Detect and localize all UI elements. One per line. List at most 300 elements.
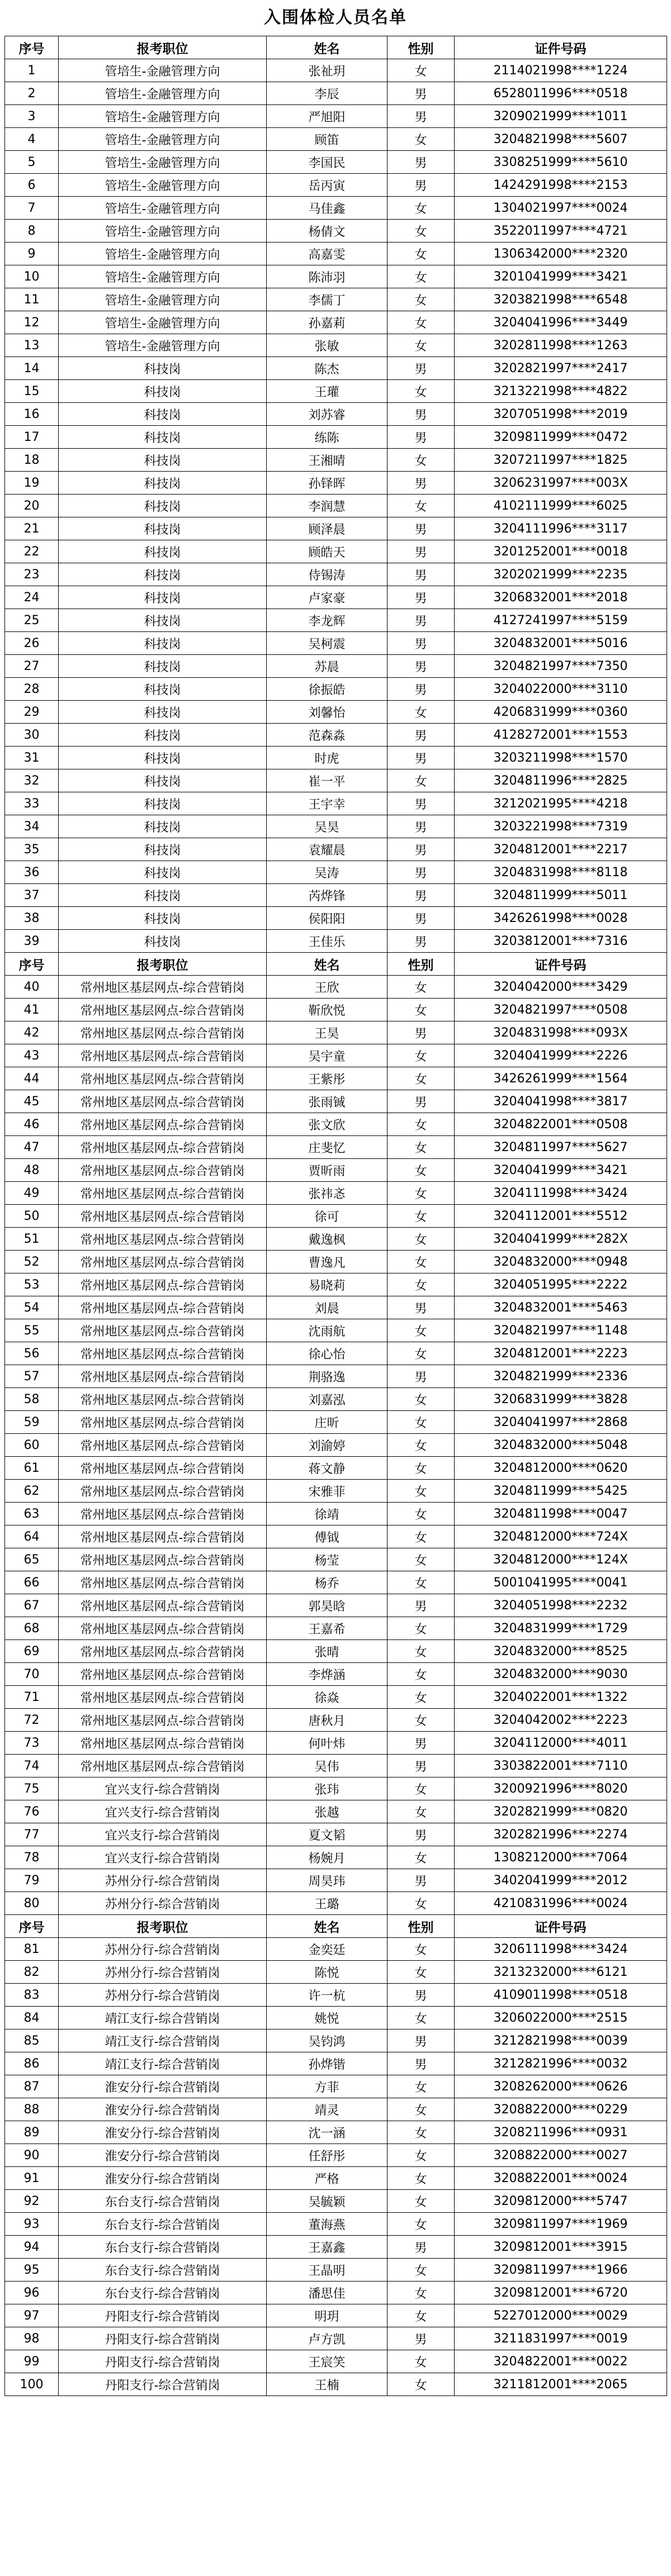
table-row (5, 151, 667, 174)
table-row (5, 1021, 667, 1044)
cell-gender: 男 (388, 1365, 455, 1388)
cell-position: 科技岗 (59, 563, 267, 586)
cell-name: 马佳鑫 (267, 197, 388, 220)
cell-id-number: 3204112001****5512 (455, 1205, 667, 1228)
cell-gender: 女 (388, 1319, 455, 1342)
cell-id-number: 3204111998****3424 (455, 1182, 667, 1205)
cell-name: 陈沛羽 (267, 265, 388, 288)
cell-id-number: 3204832000****8525 (455, 1640, 667, 1663)
cell-id-number: 3308251999****5610 (455, 151, 667, 174)
cell-gender: 女 (388, 1617, 455, 1640)
cell-position: 常州地区基层网点-综合营销岗 (59, 1296, 267, 1319)
table-row (5, 884, 667, 907)
table-row (5, 1938, 667, 1961)
table-row (5, 586, 667, 609)
cell-position: 科技岗 (59, 678, 267, 701)
table-row (5, 426, 667, 449)
cell-name: 徐靖 (267, 1503, 388, 1525)
cell-gender: 女 (388, 1113, 455, 1136)
cell-name: 练陈 (267, 426, 388, 449)
cell-id-number: 3204022001****1322 (455, 1686, 667, 1709)
cell-name: 张敏 (267, 334, 388, 357)
cell-seq: 22 (5, 540, 59, 563)
cell-gender: 男 (388, 632, 455, 655)
cell-gender: 女 (388, 1411, 455, 1434)
cell-gender: 女 (388, 769, 455, 792)
cell-id-number: 3212821998****0039 (455, 2030, 667, 2052)
table-row (5, 1090, 667, 1113)
cell-gender: 女 (388, 1548, 455, 1571)
table-row (5, 1571, 667, 1594)
cell-seq: 12 (5, 311, 59, 334)
table-row (5, 838, 667, 861)
cell-id-number: 3206022000****2515 (455, 2007, 667, 2030)
cell-gender: 女 (388, 1457, 455, 1480)
cell-gender: 女 (388, 1044, 455, 1067)
cell-name: 沈雨航 (267, 1319, 388, 1342)
table-row (5, 1044, 667, 1067)
cell-position: 常州地区基层网点-综合营销岗 (59, 1617, 267, 1640)
cell-seq: 82 (5, 1961, 59, 1984)
cell-name: 潘思佳 (267, 2282, 388, 2304)
cell-id-number: 1308212000****7064 (455, 1846, 667, 1869)
cell-id-number: 3303822001****7110 (455, 1755, 667, 1777)
cell-name: 顾泽晨 (267, 517, 388, 540)
cell-id-number: 3204041999****2226 (455, 1044, 667, 1067)
table-row (5, 105, 667, 128)
table-row (5, 2236, 667, 2259)
cell-position: 常州地区基层网点-综合营销岗 (59, 1090, 267, 1113)
cell-gender: 女 (388, 1686, 455, 1709)
cell-seq: 18 (5, 449, 59, 472)
header-name: 姓名 (267, 36, 388, 59)
cell-seq: 38 (5, 907, 59, 930)
table-row (5, 1548, 667, 1571)
cell-name: 王宸笑 (267, 2350, 388, 2373)
cell-seq: 74 (5, 1755, 59, 1777)
cell-name: 卢方凯 (267, 2327, 388, 2350)
cell-name: 杨乔 (267, 1571, 388, 1594)
cell-position: 常州地区基层网点-综合营销岗 (59, 1067, 267, 1090)
table-row (5, 999, 667, 1021)
table-header-row (5, 953, 667, 976)
cell-id-number: 3212021995****4218 (455, 792, 667, 815)
table-row (5, 2327, 667, 2350)
cell-id-number: 3209812000****5747 (455, 2190, 667, 2213)
table-row (5, 1892, 667, 1915)
cell-id-number: 4109011998****0518 (455, 1984, 667, 2007)
cell-id-number: 3207051998****2019 (455, 403, 667, 426)
cell-id-number: 3204811998****0047 (455, 1503, 667, 1525)
cell-gender: 男 (388, 792, 455, 815)
cell-id-number: 3202021999****2235 (455, 563, 667, 586)
cell-seq: 79 (5, 1869, 59, 1892)
table-row (5, 380, 667, 403)
table-row (5, 403, 667, 426)
cell-position: 淮安分行-综合营销岗 (59, 2121, 267, 2144)
table-row (5, 1846, 667, 1869)
cell-position: 科技岗 (59, 403, 267, 426)
cell-position: 常州地区基层网点-综合营销岗 (59, 1365, 267, 1388)
cell-gender: 女 (388, 1251, 455, 1273)
cell-seq: 75 (5, 1777, 59, 1800)
cell-position: 淮安分行-综合营销岗 (59, 2075, 267, 2098)
table-row (5, 1113, 667, 1136)
header-position: 报考职位 (59, 36, 267, 59)
cell-seq: 19 (5, 472, 59, 495)
cell-seq: 39 (5, 930, 59, 953)
cell-name: 庄斐忆 (267, 1136, 388, 1159)
cell-position: 苏州分行-综合营销岗 (59, 1961, 267, 1984)
cell-position: 科技岗 (59, 495, 267, 517)
cell-seq: 91 (5, 2167, 59, 2190)
cell-seq: 14 (5, 357, 59, 380)
cell-position: 科技岗 (59, 357, 267, 380)
cell-gender: 女 (388, 1800, 455, 1823)
cell-seq: 84 (5, 2007, 59, 2030)
cell-seq: 94 (5, 2236, 59, 2259)
cell-position: 苏州分行-综合营销岗 (59, 1938, 267, 1961)
table-row (5, 2304, 667, 2327)
cell-gender: 女 (388, 197, 455, 220)
cell-seq: 8 (5, 220, 59, 243)
cell-position: 科技岗 (59, 747, 267, 769)
cell-position: 宜兴支行-综合营销岗 (59, 1823, 267, 1846)
cell-id-number: 3204812000****724X (455, 1525, 667, 1548)
cell-gender: 男 (388, 1021, 455, 1044)
cell-id-number: 3209812001****6720 (455, 2282, 667, 2304)
header-seq: 序号 (5, 36, 59, 59)
cell-id-number: 3204051998****2232 (455, 1594, 667, 1617)
cell-seq: 32 (5, 769, 59, 792)
table-row (5, 609, 667, 632)
table-row (5, 517, 667, 540)
table-row (5, 128, 667, 151)
cell-position: 东台支行-综合营销岗 (59, 2236, 267, 2259)
table-row (5, 1434, 667, 1457)
cell-id-number: 3204831998****093X (455, 1021, 667, 1044)
cell-name: 袁耀晨 (267, 838, 388, 861)
cell-id-number: 4127241997****5159 (455, 609, 667, 632)
cell-gender: 男 (388, 724, 455, 747)
cell-id-number: 3202821997****2417 (455, 357, 667, 380)
cell-gender: 男 (388, 609, 455, 632)
cell-gender: 女 (388, 1938, 455, 1961)
cell-position: 科技岗 (59, 838, 267, 861)
cell-id-number: 3206231997****003X (455, 472, 667, 495)
cell-position: 苏州分行-综合营销岗 (59, 1892, 267, 1915)
cell-name: 曹逸凡 (267, 1251, 388, 1273)
cell-gender: 女 (388, 2098, 455, 2121)
cell-id-number: 3204812001****2223 (455, 1342, 667, 1365)
cell-name: 孙嘉莉 (267, 311, 388, 334)
cell-gender: 女 (388, 1777, 455, 1800)
cell-name: 侍锡涛 (267, 563, 388, 586)
cell-position: 丹阳支行-综合营销岗 (59, 2373, 267, 2396)
cell-id-number: 3208822000****0229 (455, 2098, 667, 2121)
cell-id-number: 3203221998****7319 (455, 815, 667, 838)
cell-seq: 48 (5, 1159, 59, 1182)
cell-name: 李国民 (267, 151, 388, 174)
cell-id-number: 3204831998****8118 (455, 861, 667, 884)
header-id-number: 证件号码 (455, 1915, 667, 1938)
cell-gender: 男 (388, 403, 455, 426)
cell-position: 科技岗 (59, 449, 267, 472)
cell-gender: 男 (388, 655, 455, 678)
cell-seq: 96 (5, 2282, 59, 2304)
cell-id-number: 3208262000****0626 (455, 2075, 667, 2098)
cell-name: 王湘晴 (267, 449, 388, 472)
cell-gender: 女 (388, 2190, 455, 2213)
cell-id-number: 3209021999****1011 (455, 105, 667, 128)
table-row (5, 1755, 667, 1777)
cell-seq: 46 (5, 1113, 59, 1136)
cell-seq: 73 (5, 1732, 59, 1755)
cell-position: 常州地区基层网点-综合营销岗 (59, 1228, 267, 1251)
cell-seq: 33 (5, 792, 59, 815)
cell-position: 常州地区基层网点-综合营销岗 (59, 1342, 267, 1365)
header-position: 报考职位 (59, 1915, 267, 1938)
cell-name: 苏晨 (267, 655, 388, 678)
cell-seq: 35 (5, 838, 59, 861)
cell-seq: 78 (5, 1846, 59, 1869)
cell-position: 管培生-金融管理方向 (59, 151, 267, 174)
cell-name: 戴逸枫 (267, 1228, 388, 1251)
cell-position: 常州地区基层网点-综合营销岗 (59, 1663, 267, 1686)
cell-gender: 女 (388, 2373, 455, 2396)
cell-id-number: 3204821999****2336 (455, 1365, 667, 1388)
cell-position: 东台支行-综合营销岗 (59, 2282, 267, 2304)
cell-gender: 女 (388, 2304, 455, 2327)
cell-gender: 女 (388, 1273, 455, 1296)
cell-gender: 女 (388, 1067, 455, 1090)
table-row (5, 1342, 667, 1365)
cell-name: 顾皓天 (267, 540, 388, 563)
cell-seq: 97 (5, 2304, 59, 2327)
cell-id-number: 3211812001****2065 (455, 2373, 667, 2396)
cell-name: 徐心怡 (267, 1342, 388, 1365)
cell-position: 丹阳支行-综合营销岗 (59, 2304, 267, 2327)
cell-name: 李烨涵 (267, 1663, 388, 1686)
cell-gender: 女 (388, 1525, 455, 1548)
cell-seq: 37 (5, 884, 59, 907)
cell-name: 宋雅菲 (267, 1480, 388, 1503)
table-row (5, 2373, 667, 2396)
cell-name: 蒋文静 (267, 1457, 388, 1480)
cell-id-number: 3208822001****0024 (455, 2167, 667, 2190)
cell-seq: 61 (5, 1457, 59, 1480)
cell-position: 常州地区基层网点-综合营销岗 (59, 1182, 267, 1205)
cell-position: 科技岗 (59, 701, 267, 724)
cell-id-number: 3201252001****0018 (455, 540, 667, 563)
table-row (5, 2213, 667, 2236)
cell-seq: 13 (5, 334, 59, 357)
cell-gender: 女 (388, 495, 455, 517)
cell-position: 管培生-金融管理方向 (59, 243, 267, 265)
cell-name: 顾笛 (267, 128, 388, 151)
header-id-number: 证件号码 (455, 953, 667, 976)
cell-position: 常州地区基层网点-综合营销岗 (59, 1136, 267, 1159)
cell-seq: 77 (5, 1823, 59, 1846)
cell-name: 沈一涵 (267, 2121, 388, 2144)
table-row (5, 724, 667, 747)
table-row (5, 1480, 667, 1503)
cell-gender: 女 (388, 265, 455, 288)
cell-gender: 女 (388, 2144, 455, 2167)
header-seq: 序号 (5, 1915, 59, 1938)
cell-position: 常州地区基层网点-综合营销岗 (59, 1755, 267, 1777)
cell-id-number: 3213221998****4822 (455, 380, 667, 403)
cell-position: 东台支行-综合营销岗 (59, 2259, 267, 2282)
table-row (5, 1319, 667, 1342)
cell-id-number: 3204042000****3429 (455, 976, 667, 999)
cell-gender: 女 (388, 1503, 455, 1525)
cell-seq: 27 (5, 655, 59, 678)
cell-seq: 58 (5, 1388, 59, 1411)
cell-name: 吴柯震 (267, 632, 388, 655)
cell-name: 卢家豪 (267, 586, 388, 609)
cell-id-number: 3212821996****0032 (455, 2052, 667, 2075)
cell-name: 岳丙寅 (267, 174, 388, 197)
cell-gender: 男 (388, 1594, 455, 1617)
cell-position: 科技岗 (59, 472, 267, 495)
cell-gender: 男 (388, 884, 455, 907)
cell-gender: 女 (388, 2213, 455, 2236)
cell-gender: 女 (388, 1892, 455, 1915)
cell-name: 侯阳阳 (267, 907, 388, 930)
table-row (5, 1686, 667, 1709)
cell-gender: 男 (388, 815, 455, 838)
cell-seq: 6 (5, 174, 59, 197)
cell-name: 王晶明 (267, 2259, 388, 2282)
cell-position: 管培生-金融管理方向 (59, 265, 267, 288)
cell-name: 庄昕 (267, 1411, 388, 1434)
cell-id-number: 3204821997****7350 (455, 655, 667, 678)
cell-position: 常州地区基层网点-综合营销岗 (59, 1686, 267, 1709)
table-row (5, 243, 667, 265)
cell-name: 李龙辉 (267, 609, 388, 632)
cell-seq: 80 (5, 1892, 59, 1915)
cell-seq: 85 (5, 2030, 59, 2052)
table-row (5, 82, 667, 105)
table-row (5, 2282, 667, 2304)
cell-position: 常州地区基层网点-综合营销岗 (59, 1159, 267, 1182)
cell-id-number: 3204112000****4011 (455, 1732, 667, 1755)
cell-id-number: 3204041999****282X (455, 1228, 667, 1251)
cell-gender: 女 (388, 2282, 455, 2304)
cell-name: 李儒丁 (267, 288, 388, 311)
cell-name: 张晴 (267, 1640, 388, 1663)
cell-seq: 34 (5, 815, 59, 838)
cell-id-number: 3201041999****3421 (455, 265, 667, 288)
cell-gender: 女 (388, 380, 455, 403)
cell-seq: 67 (5, 1594, 59, 1617)
cell-seq: 29 (5, 701, 59, 724)
cell-position: 常州地区基层网点-综合营销岗 (59, 1251, 267, 1273)
cell-name: 孙烨锴 (267, 2052, 388, 2075)
cell-position: 科技岗 (59, 861, 267, 884)
cell-id-number: 4206831999****0360 (455, 701, 667, 724)
cell-position: 常州地区基层网点-综合营销岗 (59, 1525, 267, 1548)
cell-gender: 男 (388, 357, 455, 380)
cell-id-number: 6528011996****0518 (455, 82, 667, 105)
cell-seq: 88 (5, 2098, 59, 2121)
table-body (5, 36, 667, 2396)
cell-gender: 男 (388, 1984, 455, 2007)
cell-seq: 83 (5, 1984, 59, 2007)
cell-gender: 男 (388, 151, 455, 174)
cell-gender: 男 (388, 1296, 455, 1319)
cell-id-number: 5001041995****0041 (455, 1571, 667, 1594)
cell-seq: 64 (5, 1525, 59, 1548)
table-row (5, 1067, 667, 1090)
cell-seq: 72 (5, 1709, 59, 1732)
table-row (5, 2167, 667, 2190)
cell-position: 常州地区基层网点-综合营销岗 (59, 1503, 267, 1525)
cell-id-number: 3426261999****1564 (455, 1067, 667, 1090)
table-row (5, 815, 667, 838)
cell-gender: 男 (388, 930, 455, 953)
cell-id-number: 1306342000****2320 (455, 243, 667, 265)
cell-gender: 男 (388, 105, 455, 128)
cell-id-number: 3204822001****0508 (455, 1113, 667, 1136)
cell-gender: 男 (388, 2236, 455, 2259)
cell-id-number: 2114021998****1224 (455, 59, 667, 82)
cell-seq: 62 (5, 1480, 59, 1503)
cell-id-number: 4128272001****1553 (455, 724, 667, 747)
cell-seq: 60 (5, 1434, 59, 1457)
cell-position: 宜兴支行-综合营销岗 (59, 1846, 267, 1869)
cell-name: 王昊 (267, 1021, 388, 1044)
table-row (5, 1594, 667, 1617)
cell-seq: 43 (5, 1044, 59, 1067)
cell-name: 李润慧 (267, 495, 388, 517)
cell-position: 科技岗 (59, 930, 267, 953)
cell-id-number: 3522011997****4721 (455, 220, 667, 243)
cell-gender: 女 (388, 1228, 455, 1251)
cell-id-number: 3204821998****5607 (455, 128, 667, 151)
cell-id-number: 3204832001****5016 (455, 632, 667, 655)
cell-seq: 57 (5, 1365, 59, 1388)
table-row (5, 1961, 667, 1984)
cell-seq: 45 (5, 1090, 59, 1113)
cell-gender: 女 (388, 1480, 455, 1503)
cell-gender: 女 (388, 288, 455, 311)
cell-id-number: 3208211996****0931 (455, 2121, 667, 2144)
header-gender: 性别 (388, 1915, 455, 1938)
cell-seq: 24 (5, 586, 59, 609)
cell-name: 严旭阳 (267, 105, 388, 128)
cell-seq: 10 (5, 265, 59, 288)
cell-seq: 16 (5, 403, 59, 426)
cell-seq: 65 (5, 1548, 59, 1571)
cell-position: 管培生-金融管理方向 (59, 82, 267, 105)
cell-position: 常州地区基层网点-综合营销岗 (59, 1205, 267, 1228)
candidate-table (4, 36, 667, 2396)
cell-position: 科技岗 (59, 380, 267, 403)
table-row (5, 334, 667, 357)
cell-position: 科技岗 (59, 632, 267, 655)
table-row (5, 2190, 667, 2213)
cell-position: 管培生-金融管理方向 (59, 59, 267, 82)
cell-name: 王紫彤 (267, 1067, 388, 1090)
cell-seq: 26 (5, 632, 59, 655)
cell-name: 任舒彤 (267, 2144, 388, 2167)
cell-gender: 女 (388, 2121, 455, 2144)
cell-seq: 44 (5, 1067, 59, 1090)
table-row (5, 1159, 667, 1182)
cell-name: 徐可 (267, 1205, 388, 1228)
